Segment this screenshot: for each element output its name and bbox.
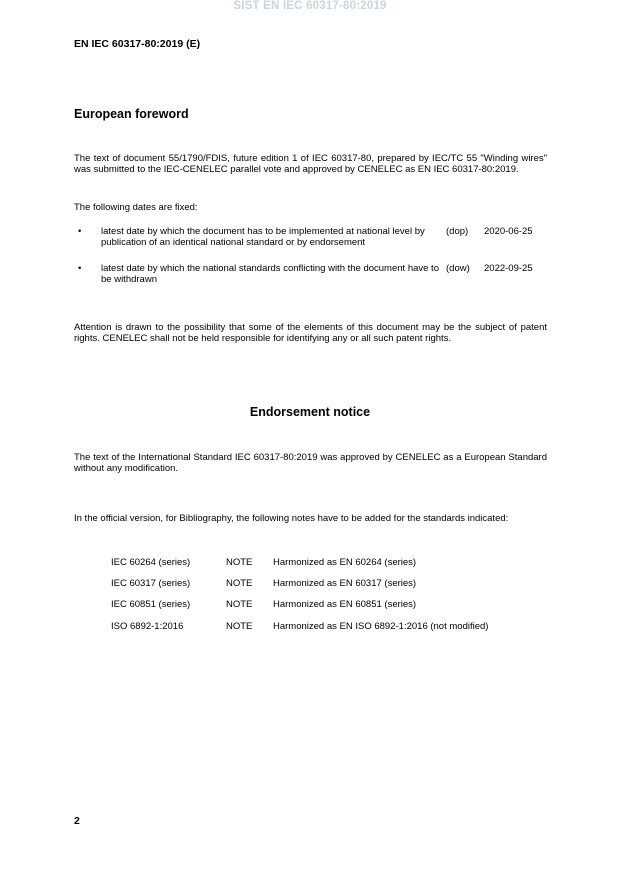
bibliography-note-row bbox=[111, 557, 551, 568]
bullet: • bbox=[78, 226, 82, 237]
date-item-text: latest date by which the national standards conflicting with the document have to be withdrawn bbox=[101, 263, 439, 285]
note-text: Harmonized as EN 60264 (series) bbox=[273, 557, 417, 568]
patent-attention-paragraph: Attention is drawn to the possibility that some of the elements of this document may be the subject of patent rights. CENELEC shall not be held responsible for identifying any or all such patent rights. bbox=[74, 322, 547, 344]
note-text: Harmonized as EN 60851 (series) bbox=[273, 599, 417, 610]
note-text: Harmonized as EN ISO 6892-1:2016 (not modified) bbox=[273, 621, 489, 632]
date-item-date: 2022-09-25 bbox=[484, 263, 533, 274]
endorsement-heading: Endorsement notice bbox=[249, 405, 371, 419]
date-item-code: (dow) bbox=[446, 263, 470, 274]
note-text: Harmonized as EN 60317 (series) bbox=[273, 578, 417, 589]
bibliography-note-row bbox=[111, 578, 551, 589]
note-label: NOTE bbox=[226, 621, 253, 632]
note-standard: IEC 60264 (series) bbox=[111, 557, 191, 568]
bullet: • bbox=[78, 263, 82, 274]
bibliography-note-row bbox=[111, 599, 551, 610]
watermark: SIST EN IEC 60317-80:2019 bbox=[233, 0, 387, 12]
foreword-heading: European foreword bbox=[74, 107, 189, 121]
note-standard: IEC 60851 (series) bbox=[111, 599, 191, 610]
bibliography-intro: In the official version, for Bibliography, the following notes have to be added for the standards indicated: bbox=[74, 513, 509, 524]
dates-intro: The following dates are fixed: bbox=[74, 202, 198, 213]
bibliography-note-row bbox=[111, 621, 551, 632]
date-item-dow bbox=[74, 263, 554, 287]
date-item-code: (dop) bbox=[446, 226, 469, 237]
note-standard: IEC 60317 (series) bbox=[111, 578, 191, 589]
foreword-intro-paragraph: The text of document 55/1790/FDIS, future edition 1 of IEC 60317-80, prepared by IEC/TC 55 "Winding wires" was submitted to the IEC-CENELEC parallel vote and approved by CENELEC as EN IEC 60317-80:2019. bbox=[74, 153, 547, 175]
date-item-dop bbox=[74, 226, 554, 250]
note-standard: ISO 6892-1:2016 bbox=[111, 621, 184, 632]
note-label: NOTE bbox=[226, 557, 253, 568]
note-label: NOTE bbox=[226, 578, 253, 589]
document-id: EN IEC 60317-80:2019 (E) bbox=[74, 38, 201, 50]
page-number: 2 bbox=[74, 815, 80, 827]
date-item-date: 2020-06-25 bbox=[484, 226, 533, 237]
date-item-text: latest date by which the document has to be implemented at national level by publication of an identical national standard or by endorsement bbox=[101, 226, 425, 248]
note-label: NOTE bbox=[226, 599, 253, 610]
endorsement-paragraph: The text of the International Standard IEC 60317-80:2019 was approved by CENELEC as a European Standard without any modification. bbox=[74, 452, 547, 474]
